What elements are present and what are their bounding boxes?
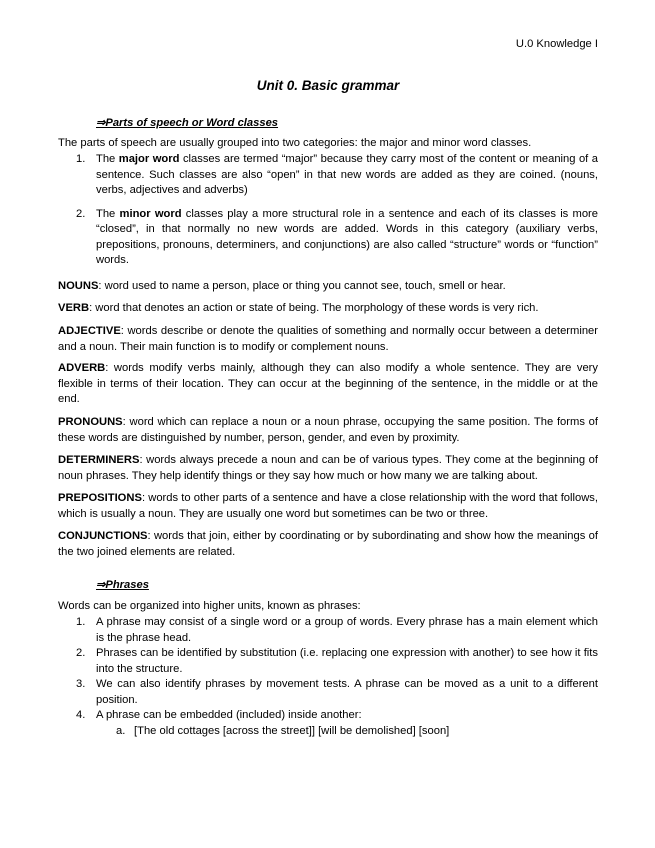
list-item [58, 152, 598, 199]
list-number: 2. [76, 647, 86, 659]
list-item [58, 207, 598, 269]
definition-term: ADJECTIVE [58, 325, 121, 337]
list-item [58, 615, 598, 646]
list-text-pre: The [96, 153, 119, 165]
list-term: minor word [119, 207, 182, 220]
list-term: major word [118, 153, 180, 165]
list-text: [The old cottages [across the street]] [will be demolished] [soon] [134, 724, 450, 737]
definition-text: : word which can replace a noun or a noun phrase, occupying the same position. The forms of these words are distinguished by number, person, gender, and even by proximity. [58, 416, 598, 444]
definition-text: : words describe or denote the qualities of something and normally occur between a determiner and a noun. Their main function is to modify or complement nouns. [58, 325, 598, 353]
definition-term: ADVERB [58, 362, 106, 374]
sub-list-item [58, 724, 598, 740]
list-text-pre: The [96, 207, 120, 220]
definition-verb [58, 301, 598, 317]
definition-text: : word used to name a person, place or thing you cannot see, touch, smell or hear. [98, 280, 506, 292]
definition-pronouns [58, 415, 598, 446]
list-number: 3. [76, 678, 86, 690]
definition-text: : words that join, either by coordinating or by subordinating and show how the meanings of the two joined elements are related. [58, 530, 598, 558]
definition-term: VERB [58, 302, 90, 314]
definition-text: : word that denotes an action or state of being. The morphology of these words is very rich. [89, 302, 539, 314]
definition-term: CONJUNCTIONS [58, 530, 148, 542]
phrases-list [58, 615, 598, 739]
page-title: Unit 0. Basic grammar [256, 78, 400, 93]
list-item [58, 646, 598, 677]
section-intro: The parts of speech are usually grouped into two categories: the major and minor word classes. [58, 137, 532, 149]
list-number: 4. [76, 709, 86, 721]
list-text: classes are termed “major” because they carry most of the content or meaning of a sentence. Such classes are also “open” in that new words are added as they are coined. (nouns, verbs, adjectives and adverbs) [96, 153, 599, 196]
list-number: 1. [76, 616, 86, 628]
major-minor-list [58, 152, 598, 269]
list-number: 1. [76, 153, 86, 165]
list-item [58, 677, 598, 708]
definition-text: : words modify verbs mainly, although they can also modify a whole sentence. They are very flexible in terms of their location. They can occur at the beginning of the sentence, in the middle or at the end. [58, 362, 598, 405]
definition-prepositions [58, 491, 598, 522]
list-text: A phrase can be embedded (included) inside another: [96, 709, 362, 721]
list-text: We can also identify phrases by movement tests. A phrase can be moved as a unit to a different position. [96, 678, 598, 706]
section-heading-parts-of-speech: ⇒Parts of speech or Word classes [96, 117, 279, 129]
definition-adjective [58, 324, 598, 355]
list-text: A phrase may consist of a single word or a group of words. Every phrase has a main element which is the phrase head. [96, 616, 598, 644]
definition-text: : words always precede a noun and can be of various types. They come at the beginning of noun phrases. They help identify things or they say how much or how many we are talking about. [58, 454, 598, 482]
definition-conjunctions [58, 529, 598, 560]
definition-term: PRONOUNS [58, 416, 123, 428]
list-text: Phrases can be identified by substitution (i.e. replacing one expression with another) to see how it fits into the structure. [96, 647, 598, 675]
definition-adverb [58, 361, 598, 408]
definition-determiners [58, 453, 598, 484]
definition-term: DETERMINERS [58, 454, 140, 466]
phrases-intro: Words can be organized into higher units, known as phrases: [58, 600, 361, 612]
definition-term: NOUNS [58, 280, 99, 292]
list-number: a. [116, 724, 126, 737]
definition-term: PREPOSITIONS [58, 492, 142, 504]
definition-nouns [58, 279, 598, 295]
list-number: 2. [76, 207, 86, 220]
list-text: classes play a more structural role in a sentence and each of its classes is more “closed”, in that normally no new words are added. Words in this category (auxiliary verbs, prepositions, pronouns, determiners, and conjunctions) are also called “structure” words or “function” words. [96, 207, 598, 266]
definition-text: : words to other parts of a sentence and have a close relationship with the word that follows, which is usually a noun. They are usually one word but sometimes can be two or three. [58, 492, 598, 520]
page-header: U.0 Knowledge I [515, 38, 598, 50]
section-heading-phrases: ⇒Phrases [96, 579, 149, 591]
list-item [58, 708, 598, 724]
